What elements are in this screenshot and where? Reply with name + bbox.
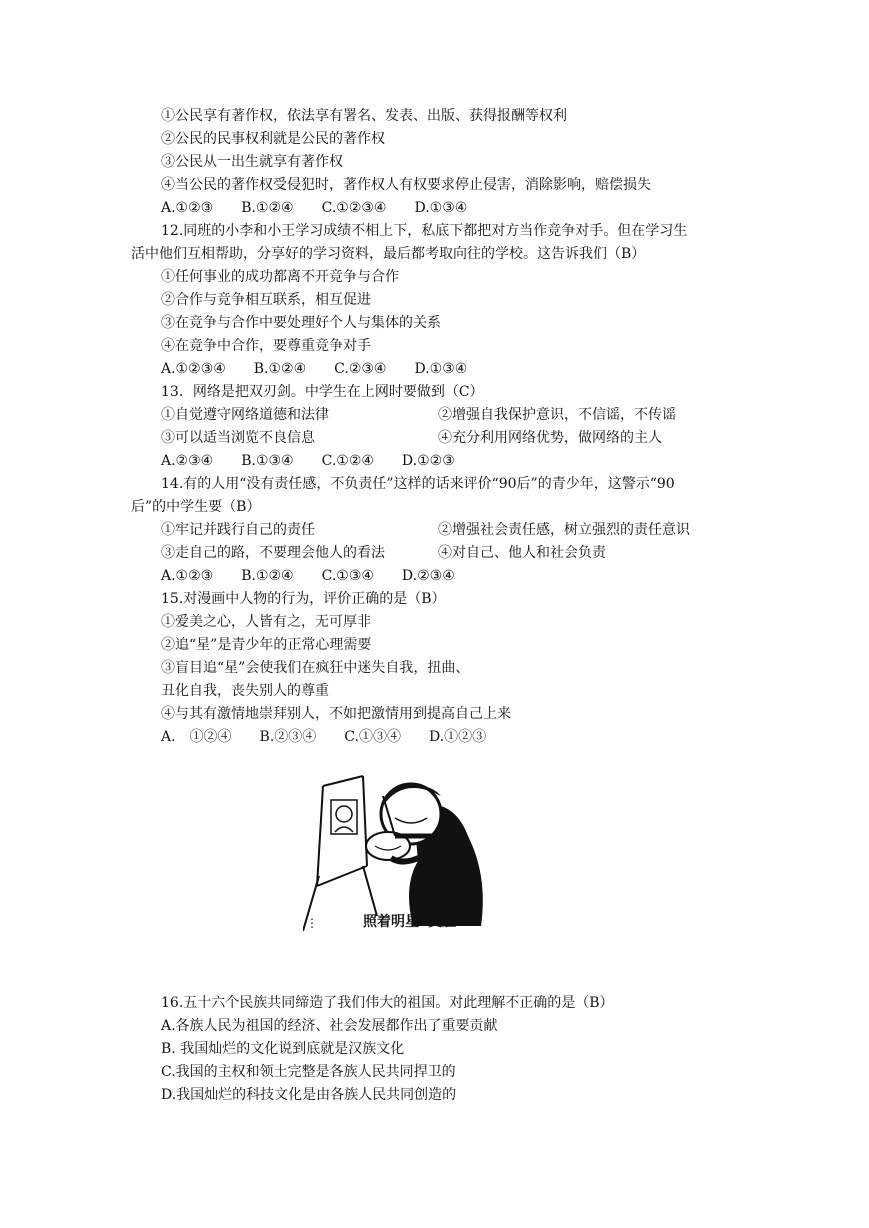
q15-option-3b: 丑化自我，丧失别人的尊重 xyxy=(161,683,329,699)
q15-option-4: ④与其有激情地崇拜别人，不如把激情用到提高自己上来 xyxy=(161,706,511,722)
q11-option-1: ①公民享有著作权，依法享有署名、发表、出版、获得报酬等权利 xyxy=(161,108,567,124)
q11-choices: A.①②③ B.①②④ C.①②③④ D.①③④ xyxy=(161,200,468,216)
q15-option-3a: ③盲目追“星”会使我们在疯狂中迷失自我，扭曲、 xyxy=(161,660,470,676)
cartoon-caption: 照着明星“变脸” xyxy=(363,914,466,930)
q14-stem-line-2: 后”的中学生要（B） xyxy=(131,499,261,515)
q14-choices: A.①②③ B.①②④ C.①③④ D.②③④ xyxy=(161,568,455,584)
q14-option-4: ④对自己、他人和社会负责 xyxy=(438,545,606,561)
q12-option-1: ①任何事业的成功都离不开竞争与合作 xyxy=(161,269,399,285)
q15-stem: 15.对漫画中人物的行为，评价正确的是（B） xyxy=(161,591,446,607)
cartoon-dots: ⋮ xyxy=(306,916,318,930)
q15-option-1: ①爱美之心，人皆有之，无可厚非 xyxy=(161,614,371,630)
q16-option-c: C.我国的主权和领土完整是各族人民共同捍卫的 xyxy=(161,1064,456,1080)
q12-stem-line-1: 12.同班的小李和小王学习成绩不相上下，私底下都把对方当作竞争对手。但在学习生 xyxy=(161,223,688,239)
q16-option-d: D.我国灿烂的科技文化是由各族人民共同创造的 xyxy=(161,1087,457,1103)
q12-option-4: ④在竞争中合作，要尊重竞争对手 xyxy=(161,338,371,354)
q14-option-3: ③走自己的路，不要理会他人的看法 xyxy=(161,545,385,561)
q13-option-4: ④充分利用网络优势，做网络的主人 xyxy=(438,430,662,446)
q11-option-3: ③公民从一出生就享有著作权 xyxy=(161,154,343,170)
q12-option-3: ③在竞争与合作中要处理好个人与集体的关系 xyxy=(161,315,441,331)
q12-stem-line-2: 活中他们互相帮助，分享好的学习资料，最后都考取向往的学校。这告诉我们（B） xyxy=(131,246,646,262)
q14-option-2: ②增强社会责任感，树立强烈的责任意识 xyxy=(438,522,690,538)
q15-choices: A. ①②④ B.②③④ C.①③④ D.①②③ xyxy=(161,729,487,745)
q13-option-1: ①自觉遵守网络道德和法律 xyxy=(161,407,329,423)
q13-stem: 13．网络是把双刃剑。中学生在上网时要做到（C） xyxy=(161,384,484,400)
q16-option-a: A.各族人民为祖国的经济、社会发展都作出了重要贡献 xyxy=(161,1018,498,1034)
cartoon-illustration xyxy=(303,766,499,936)
q14-option-1: ①牢记并践行自己的责任 xyxy=(161,522,315,538)
q12-choices: A.①②③④ B.①②④ C.②③④ D.①③④ xyxy=(161,361,468,377)
q13-choices: A.②③④ B.①③④ C.①②④ D.①②③ xyxy=(161,453,455,469)
q13-option-2: ②增强自我保护意识，不信谣，不传谣 xyxy=(438,407,676,423)
q14-stem-line-1: 14.有的人用“没有责任感，不负责任”这样的话来评价“90后”的青少年，这警示“90 xyxy=(161,476,675,492)
q11-option-2: ②公民的民事权利就是公民的著作权 xyxy=(161,131,385,147)
q16-option-b: B. 我国灿烂的文化说到底就是汉族文化 xyxy=(161,1041,405,1057)
q16-stem: 16.五十六个民族共同缔造了我们伟大的祖国。对此理解不正确的是（B） xyxy=(161,995,614,1011)
q13-option-3: ③可以适当浏览不良信息 xyxy=(161,430,315,446)
q12-option-2: ②合作与竞争相互联系，相互促进 xyxy=(161,292,371,308)
q15-option-2: ②追“星”是青少年的正常心理需要 xyxy=(161,637,372,653)
q11-option-4: ④当公民的著作权受侵犯时，著作权人有权要求停止侵害，消除影响，赔偿损失 xyxy=(161,177,651,193)
